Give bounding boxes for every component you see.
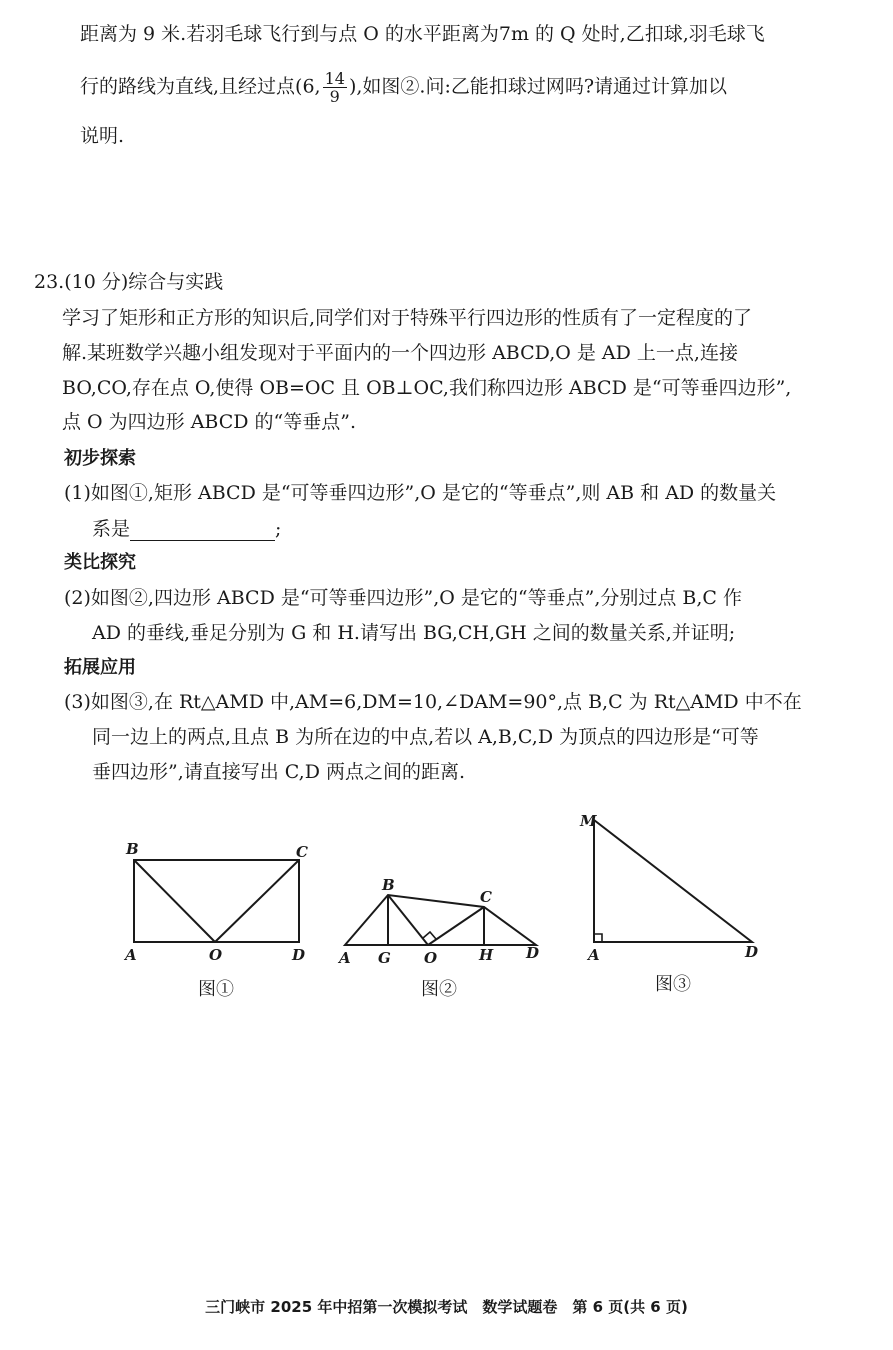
question-3-line-1: (3)如图③,在 Rt△AMD 中,AM=6,DM=10,∠DAM=90°,点 B,C 为 Rt△AMD 中不在 [64,691,802,713]
intro-line-3: BO,CO,存在点 O,使得 OB=OC 且 OB⊥OC,我们称四边形 ABCD 是“可等垂四边形”, [62,377,792,399]
figure-3 [594,820,752,942]
question-2-line-2: AD 的垂线,垂足分别为 G 和 H.请写出 BG,CH,GH 之间的数量关系,并证明; [92,622,736,644]
fig2-right-angle-mark [423,932,436,939]
fraction-denominator: 9 [329,87,340,106]
problem-23-title: 23.(10 分)综合与实践 [34,271,224,293]
figure-2-caption: 图② [421,979,457,1000]
prev-problem-line-2-start: 行的路线为直线,且经过点(6, [80,75,321,98]
question-1-prefix: 系是 [92,518,131,540]
fig2-segment-co [428,907,484,945]
figure-1-caption: 图① [198,979,234,1000]
prev-problem-line-2 [80,70,727,105]
fig1-segment-co [215,860,299,942]
question-1-suffix: ; [275,518,282,540]
fig3-label-a: A [588,946,600,964]
fig1-rectangle [134,860,299,942]
fig3-triangle [594,820,752,942]
intro-line-2: 解.某班数学兴趣小组发现对于平面内的一个四边形 ABCD,O 是 AD 上一点,连接 [62,342,738,364]
fig1-label-b: B [126,840,139,858]
fig1-segment-bo [134,860,215,942]
question-3-line-2: 同一边上的两点,且点 B 为所在边的中点,若以 A,B,C,D 为顶点的四边形是“可等 [92,726,759,748]
question-1-line-2 [92,517,281,541]
section-title-explore: 初步探索 [64,448,136,469]
fraction-numerator: 14 [324,69,345,88]
fig1-label-o: O [209,946,223,964]
fig3-label-m: M [580,812,597,830]
intro-line-4: 点 O 为四边形 ABCD 的“等垂点”. [62,411,357,433]
section-title-application: 拓展应用 [64,657,136,678]
fig2-label-h: H [479,946,494,964]
fig2-label-b: B [382,876,395,894]
fig2-label-o: O [424,949,438,967]
fraction-14-9 [323,70,347,105]
fig1-label-d: D [292,946,306,964]
figure-1 [134,860,299,942]
page-footer: 三门峡市 2025 年中招第一次模拟考试 数学试题卷 第 6 页(共 6 页) [205,1298,688,1316]
fig1-label-c: C [296,843,308,861]
question-2-line-1: (2)如图②,四边形 ABCD 是“可等垂四边形”,O 是它的“等垂点”,分别过点 B,C 作 [64,587,743,609]
fig3-label-d: D [745,943,759,961]
figure-3-caption: 图③ [655,974,691,995]
fig2-label-g: G [378,949,391,967]
fig2-label-a: A [339,949,351,967]
question-3-line-3: 垂四边形”,请直接写出 C,D 两点之间的距离. [92,761,466,783]
prev-problem-line-3: 说明. [80,125,125,147]
fig2-label-d: D [526,944,540,962]
answer-blank[interactable] [130,522,275,541]
fig3-right-angle-mark [594,934,602,942]
prev-problem-line-1: 距离为 9 米.若羽毛球飞行到与点 O 的水平距离为7m 的 Q 处时,乙扣球,羽毛球飞 [80,23,765,45]
fig2-label-c: C [480,888,492,906]
prev-problem-line-2-end: ),如图②.问:乙能扣球过网吗?请通过计算加以 [348,75,728,98]
figure-2 [345,895,536,945]
fig2-segment-bo [388,895,428,945]
intro-line-1: 学习了矩形和正方形的知识后,同学们对于特殊平行四边形的性质有了一定程度的了 [62,307,753,329]
question-1-line-1: (1)如图①,矩形 ABCD 是“可等垂四边形”,O 是它的“等垂点”,则 AB 和 AD 的数量关 [64,482,777,504]
section-title-analogy: 类比探究 [64,552,136,573]
fig1-label-a: A [125,946,137,964]
